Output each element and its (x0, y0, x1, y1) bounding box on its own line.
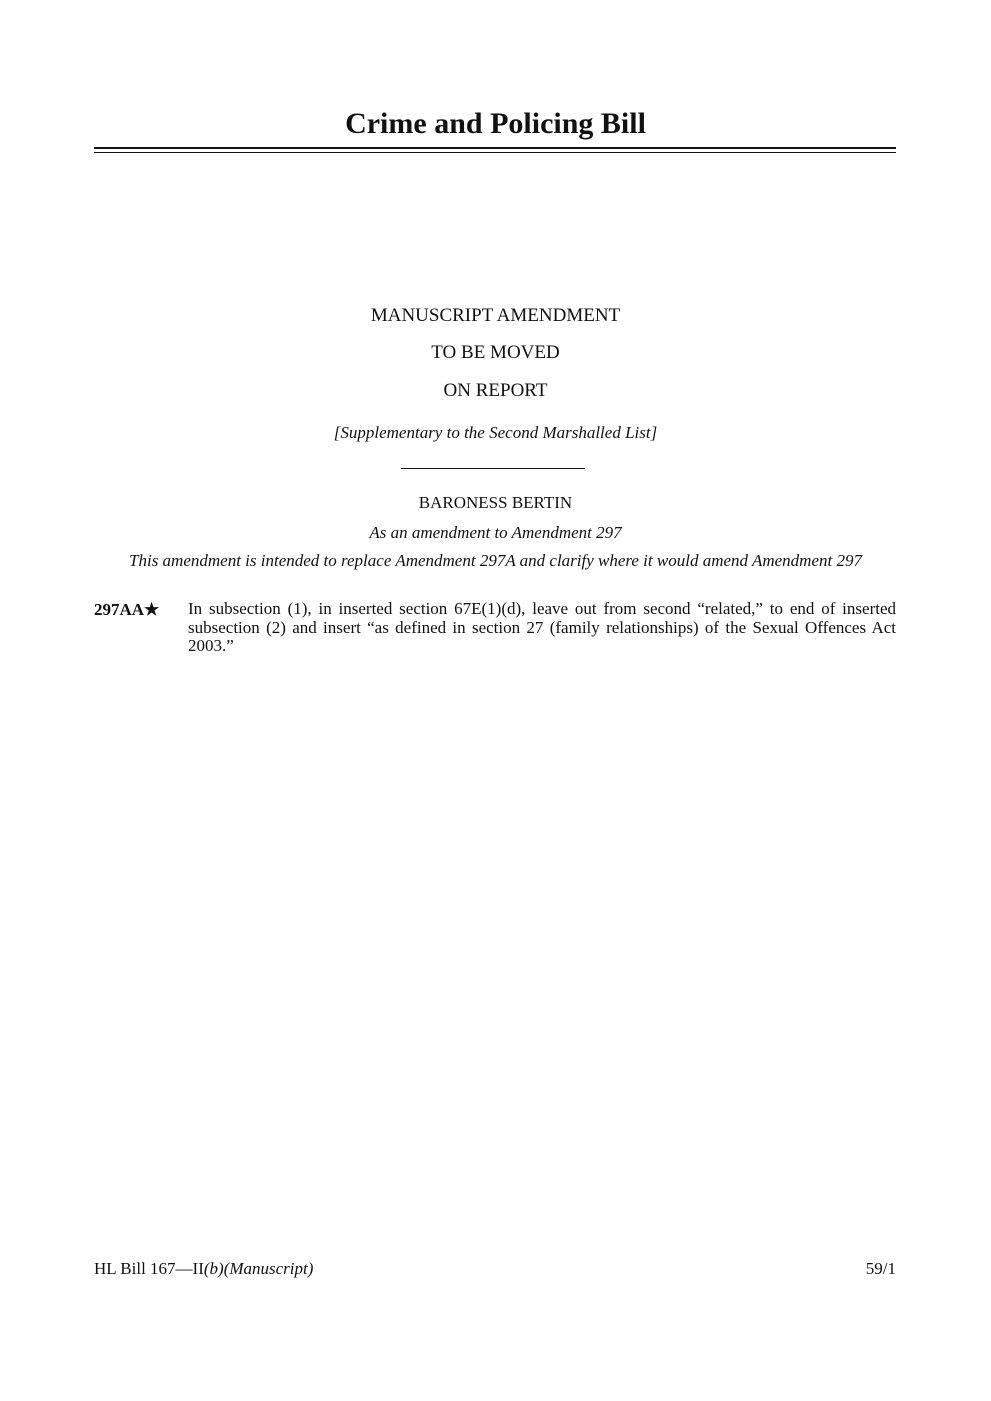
heading-line-2: TO BE MOVED (431, 342, 560, 363)
mover-name: BARONESS BERTIN (418, 493, 573, 512)
amendment-number: 297AA★ (94, 600, 160, 619)
page-number: 59/1 (865, 1259, 896, 1278)
title-rule-thick (94, 147, 896, 149)
replacement-note: This amendment is intended to replace Amendment 297A and clarify where it would amend Amendment 297 (129, 551, 862, 570)
heading-line-3: ON REPORT (443, 380, 548, 401)
bill-reference-suffix: (b)(Manuscript) (203, 1259, 314, 1278)
amendment-context: As an amendment to Amendment 297 (369, 523, 622, 542)
title-rule-thin (94, 152, 896, 153)
section-divider (401, 468, 585, 469)
supplementary-note: [Supplementary to the Second Marshalled List] (333, 423, 658, 442)
heading-line-1: MANUSCRIPT AMENDMENT (370, 305, 621, 326)
bill-title: Crime and Policing Bill (345, 107, 646, 140)
bill-reference (94, 1259, 313, 1279)
amendment-text: In subsection (1), in inserted section 67E(1)(d), leave out from second “related,” to end of inserted subsection (2) and insert “as defined in section 27 (family relationships) of the Sexual Offences Act 2003.” (188, 599, 896, 655)
bill-reference-main: HL Bill 167—II (94, 1259, 204, 1278)
